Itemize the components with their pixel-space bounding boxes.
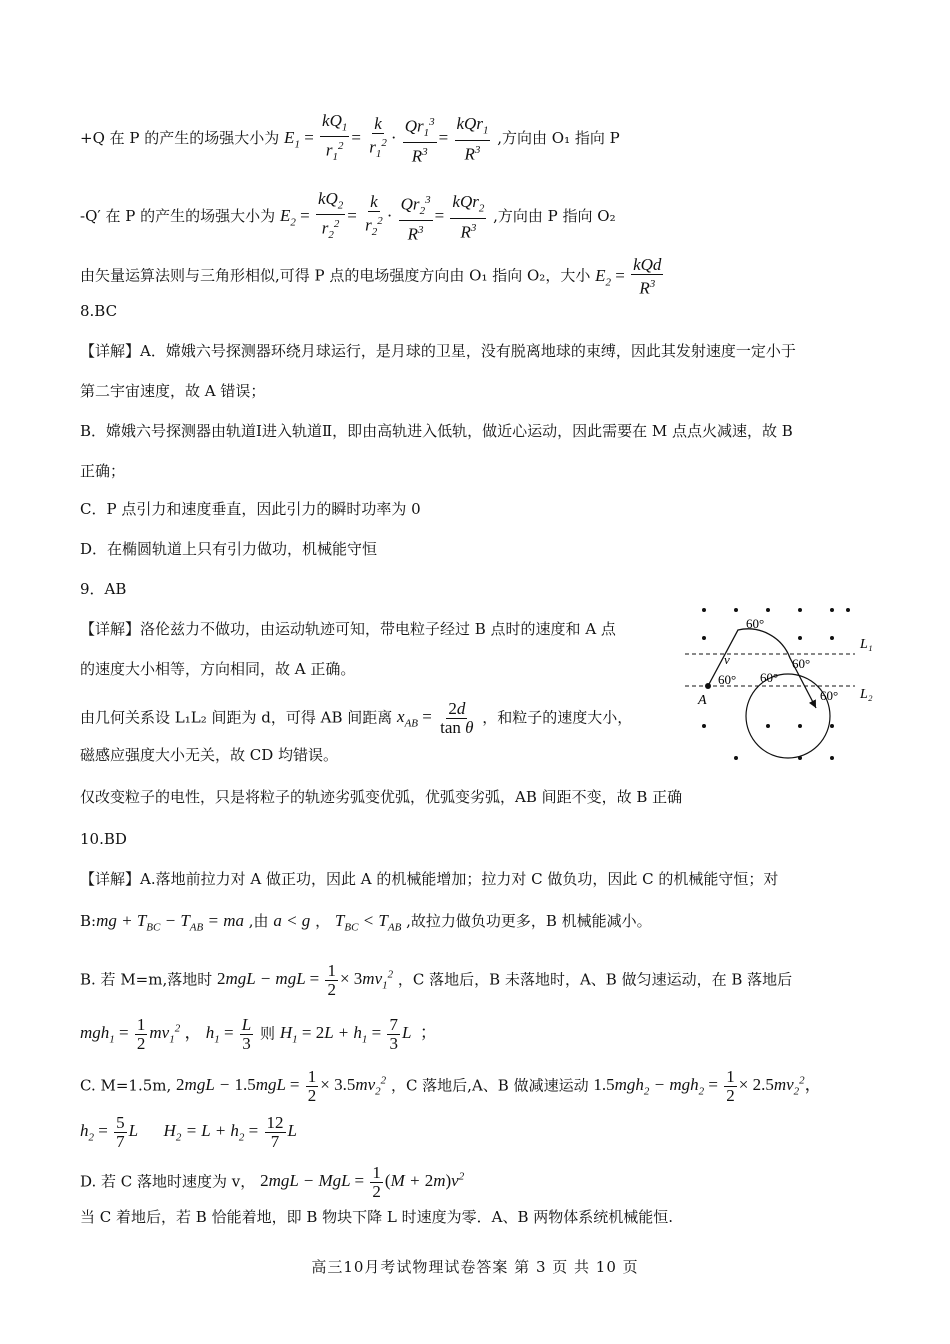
q10-explain-last: 当 C 着地后，若 B 恰能着地，即 B 物块下降 L 时速度为零．A、B 两物体系统机械能恒. [80,1208,674,1226]
q10-explain-b [80,962,792,999]
formula-c-decel: 1.5mgh$_2$ − mgh$_2$ = $\frac{1}{2}$ × $2.5mv_2^2$， [593,1067,822,1105]
q9-explain-1: 【详解】洛伦兹力不做功，由运动轨迹可知，带电粒子经过 B 点时的速度和 A 点 [80,620,616,638]
q10-a2-suffix: ,故拉力做负功更多，B 机械能减小。 [406,912,652,930]
q10-c-prefix: C. M=1.5m, [80,1076,172,1095]
q10-explain-b2 [80,1016,437,1053]
formula-c-energy: 2mgL − 1.5mgL = $\frac{1}{2}$ × $3.5mv_2^2$ [176,1067,387,1105]
formula-a-lt-g: a < g [273,911,311,930]
q10-explain-a: 【详解】A.落地前拉力对 A 做正功，因此 A 的机械能增加；拉力对 C 做负功，因此 C 的机械能守恒；对 [80,870,779,888]
q10-d-prefix: D. 若 C 落地时速度为 v， [80,1172,256,1191]
field-eq-1 [80,112,620,166]
q8-explain-b2: 正确； [80,462,126,480]
q9-explain-2: 的速度大小相等，方向相同，故 A 正确。 [80,660,356,678]
formula-H1: $H_1 = 2L + h_1$ = $\frac{7}{3}$ L ； [279,1015,437,1053]
angle-4: 60° [760,670,779,685]
field-result [80,256,665,298]
formula-e2: $E_2$ = $\frac{kQ_2}{r_2^2}$ = $\frac{k}{r_2^2}$ · $\frac{Qr_2^3}{R^3}$ = $\frac{kQr_2}{R^3}$ [279,189,485,244]
q10-explain-c2 [80,1114,297,1151]
q8-answer: 8.BC [80,302,118,320]
angle-3: 60° [792,656,811,671]
field-result-text: 由矢量运算法则与三角形相似,可得 P 点的电场强度方向由 O₁ 指向 O₂，大小 [80,266,591,285]
field-eq-1-prefix: +Q 在 P 的产生的场强大小为 [80,129,280,148]
formula-xab: $x_{AB}$ = $\frac{2d}{\text{tan θ}}$ [397,699,474,737]
q10-answer: 10.BD [80,830,127,848]
q10-a2-mid1: ,由 [248,912,269,930]
q9-answer: 9．AB [80,580,127,598]
formula-d-energy: 2mgL − MgL = $\frac{1}{2}$ $(M + 2m)v^2$ [260,1163,465,1201]
q8-explain-d: D．在椭圆轨道上只有引力做功，机械能守恒 [80,540,378,558]
q10-a2-mid2: ， [315,912,331,930]
q8-explain-c: C．P 点引力和速度垂直，因此引力的瞬时功率为 0 [80,500,421,518]
q9-explain-5: 仅改变粒子的电性，只是将粒子的轨迹劣弧变优弧，优弧变劣弧，AB 间距不变，故 B 正确 [80,788,683,806]
q8-explain-a2: 第二宇宙速度，故 A 错误； [80,382,266,400]
label-v: v [724,652,730,667]
q10-c-mid: ，C 落地后,A、B 做减速运动 [390,1076,589,1095]
formula-b-energy: 2mgL − mgL = $\frac{1}{2}$ × $3mv_1^2$ [217,961,394,999]
formula-b-newton: mg + $T_{BC} - T_{AB}$ = ma [96,911,244,934]
q10-a2-prefix: B: [80,912,97,930]
trajectory-circle [746,674,830,758]
q8-explain-a: 【详解】A．嫦娥六号探测器环绕月球运行，是月球的卫星，没有脱离地球的束缚，因此其发射速度一定小于 [80,342,796,360]
q9-explain-3-suffix: ，和粒子的速度大小， [482,708,633,727]
q10-explain-d [80,1164,464,1201]
field-eq-2 [80,190,616,244]
formula-h2: $h_2$ = $\frac{5}{7}$ L $H_2 = L + h_2$ = $\frac{12}{7}$ L [80,1113,297,1151]
q10-b2-then: 则 [260,1024,276,1043]
formula-e-total: $E_2$ = $\frac{\text{kQd}}{R^3}$ [595,255,662,298]
q8-explain-b: B．嫦娥六号探测器由轨道Ⅰ进入轨道Ⅱ，即由高轨进入低轨，做近心运动，因此需要在 M 点点火减速，故 B [80,422,793,440]
q10-b-prefix: B. 若 M=m,落地时 [80,970,213,989]
field-eq-2-suffix: ,方向由 P 指向 O₂ [493,207,616,226]
q10-b-suffix: ，C 落地后，B 未落地时，A、B 做匀速运动，在 B 落地后 [397,970,793,989]
angle-2: 60° [746,616,765,631]
field-eq-1-suffix: ,方向由 O₁ 指向 P [497,129,620,148]
field-eq-2-prefix: -Q′ 在 P 的产生的场强大小为 [80,207,276,226]
q10-explain-a2 [80,910,652,938]
formula-e1: $E_1$ = $\frac{kQ_1}{r_1^2}$ = $\frac{k}{r_1^2}$ · $\frac{Qr_1^3}{R^3}$ = $\frac{kQr_1}{R^3}$ [284,111,489,166]
q9-explain-3-prefix: 由几何关系设 L₁L₂ 间距为 d，可得 AB 间距离 [80,708,393,727]
formula-h1: mgh$_1$ = $\frac{1}{2}$ $mv_1^2$ ， $h_1$ = $\frac{L}{3}$ [80,1015,252,1053]
label-l1: L₁ [860,637,873,652]
magnetic-field-figure [680,598,880,780]
label-l2: L₂ [860,687,873,702]
q10-explain-c [80,1068,822,1105]
formula-t-compare: $T_{BC} < T_{AB}$ [334,911,402,934]
angle-1: 60° [718,672,737,687]
angle-5: 60° [820,688,839,703]
q9-explain-3 [80,700,632,737]
page-footer: 高三10月考试物理试卷答案 第 3 页 共 10 页 [311,1258,639,1276]
label-a: A [698,693,707,708]
q9-explain-4: 磁感应强度大小无关，故 CD 均错误。 [80,746,339,764]
